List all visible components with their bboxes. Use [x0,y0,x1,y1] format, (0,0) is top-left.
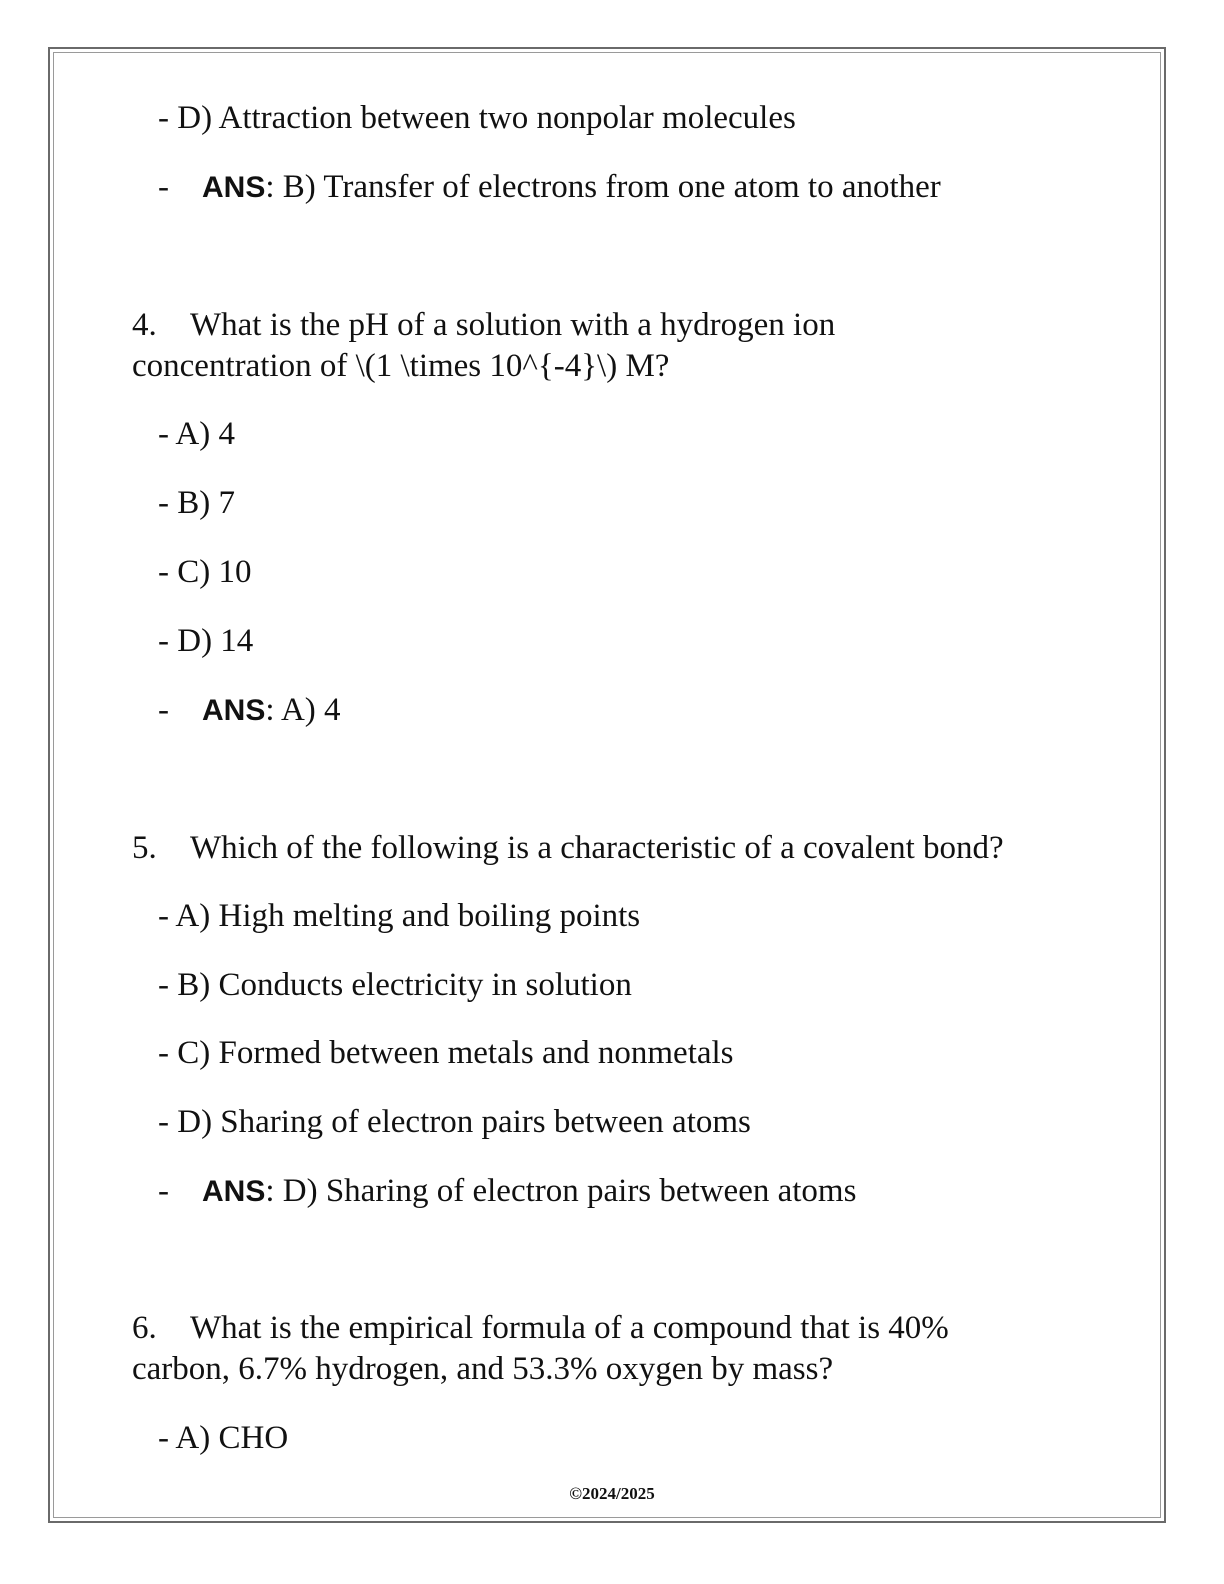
page-border-inner [53,52,1161,1518]
question-number: 5. [132,830,157,866]
q4-question-line2: concentration of \(1 \times 10^{-4}\) M? [132,348,670,384]
answer-label: ANS [202,171,266,204]
q6-option-a: - A) CHO [158,1420,289,1456]
q4-option-d: - D) 14 [158,623,254,659]
q4-option-b: - B) 7 [158,485,235,521]
answer-label: ANS [202,694,266,727]
q3-answer [158,167,941,208]
question-text: Which of the following is a characteristic of a covalent bond? [190,830,1004,866]
answer-dash: - [158,692,169,728]
q5-option-a: - A) High melting and boiling points [158,898,641,934]
q5-option-d: - D) Sharing of electron pairs between atoms [158,1104,751,1140]
answer-dash: - [158,169,169,205]
q6-question [132,1308,949,1348]
q5-option-c: - C) Formed between metals and nonmetals [158,1035,734,1071]
question-text: What is the pH of a solution with a hydrogen ion [190,307,836,343]
q6-question-line2: carbon, 6.7% hydrogen, and 53.3% oxygen by mass? [132,1351,834,1387]
answer-label: ANS [202,1175,266,1208]
q5-option-b: - B) Conducts electricity in solution [158,967,632,1003]
q4-answer [158,690,341,731]
q4-question [132,305,835,345]
question-text: What is the empirical formula of a compound that is 40% [190,1310,949,1346]
q4-option-c: - C) 10 [158,554,252,590]
q4-option-a: - A) 4 [158,416,235,452]
question-number: 4. [132,307,157,343]
question-number: 6. [132,1310,157,1346]
answer-text: : D) Sharing of electron pairs between atoms [265,1173,857,1209]
q5-question [132,828,1004,868]
page-footer: ©2024/2025 [569,1484,655,1503]
answer-text: : B) Transfer of electrons from one atom to another [265,169,941,205]
answer-dash: - [158,1173,169,1209]
q3-option-d: - D) Attraction between two nonpolar molecules [158,100,796,136]
q5-answer [158,1171,856,1212]
answer-text: : A) 4 [265,692,341,728]
